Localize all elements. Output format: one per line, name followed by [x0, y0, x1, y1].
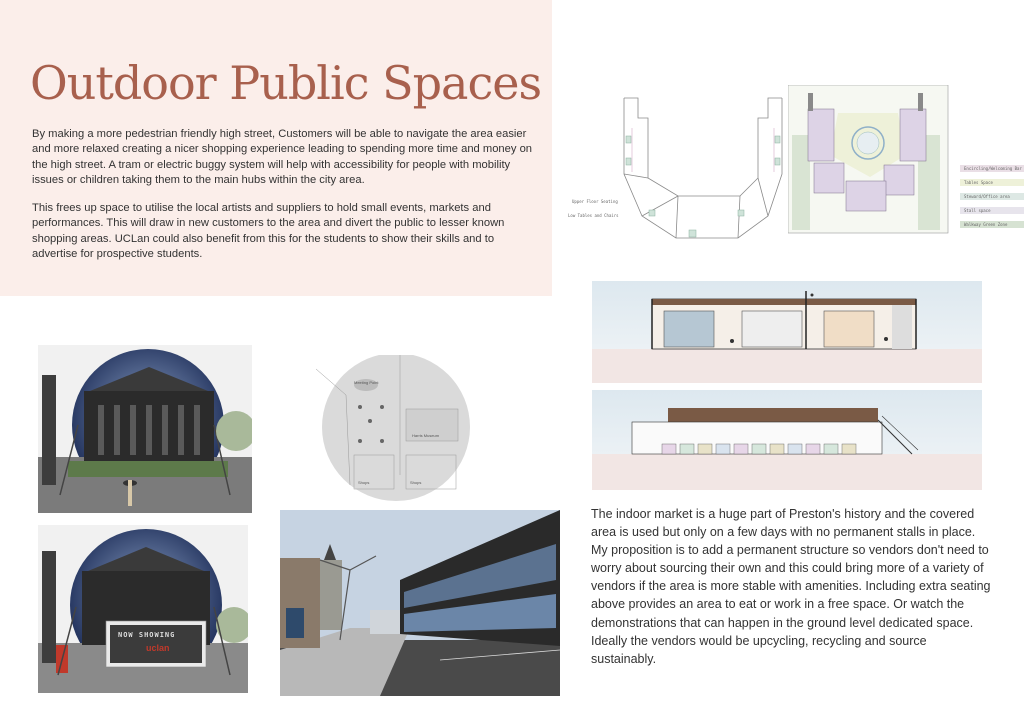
site-plan	[316, 355, 476, 505]
elevation-upper-render	[592, 281, 982, 383]
floor-plan-upper	[562, 88, 784, 248]
legend-bar: Encircling/Welcoming Bar	[964, 166, 1022, 171]
page-title: Outdoor Public Spaces	[30, 56, 542, 110]
site-label-shops-1: Shops	[358, 480, 370, 485]
site-label-harris-museum: Harris Museum	[412, 433, 440, 438]
render-now-showing	[38, 525, 248, 693]
intro-text	[32, 127, 537, 275]
uclan-logo: uclan	[146, 643, 170, 653]
legend-tables: Tables Space	[964, 180, 993, 185]
render-street	[280, 510, 560, 696]
legend-upper-floor-seating: Upper Floor Seating	[572, 199, 618, 204]
site-label-shops-2: Shops	[410, 480, 422, 485]
render-harris-museum	[38, 345, 252, 513]
legend-low-tables: Low Tables and Chairs	[568, 213, 619, 218]
indoor-market-description	[591, 505, 991, 668]
intro-paragraph-1: By making a more pedestrian friendly high street, Customers will be able to navigate the area easier and more relaxed creating a nicer shopping experience leading to spending more time and money on the high street. A tram or electric buggy system will help with accessibility for people with mobility issues or children taking them to the main hubs within the city area.	[32, 128, 533, 186]
screen-now-showing-text: NOW SHOWING	[118, 631, 176, 639]
floor-plan-ground	[788, 85, 1024, 235]
description-paragraph-2: Ideally the vendors would be upcycling, recycling and source sustainably.	[591, 633, 927, 666]
site-label-meeting-point: Meeting Point	[354, 380, 379, 385]
description-paragraph-1: The indoor market is a huge part of Preston's history and the covered area is used but only on a few days with no permanent stalls in place. My proposition is to add a permanent structure so vendors don't need to worry about sourcing their own and this could bring more of a variety of vendors if the area is more stable with amenities. Including extra seating above provides an area to eat or work in a free space. Or watch the demonstrations that can happen in the ground level dedicated space.	[591, 507, 991, 630]
elevation-lower-render	[592, 390, 982, 490]
legend-steward: Steward/Office area	[964, 194, 1010, 199]
legend-walkway: Walkway Green Zone	[964, 222, 1008, 227]
legend-stall: Stall space	[964, 208, 991, 213]
intro-paragraph-2: This frees up space to utilise the local artists and suppliers to hold small events, markets and performances. This will draw in new customers to the area and divert the public to lesser known shopping areas. UCLan could also benefit from this for the students to show their skills and to advertise for prospective students.	[32, 202, 505, 261]
